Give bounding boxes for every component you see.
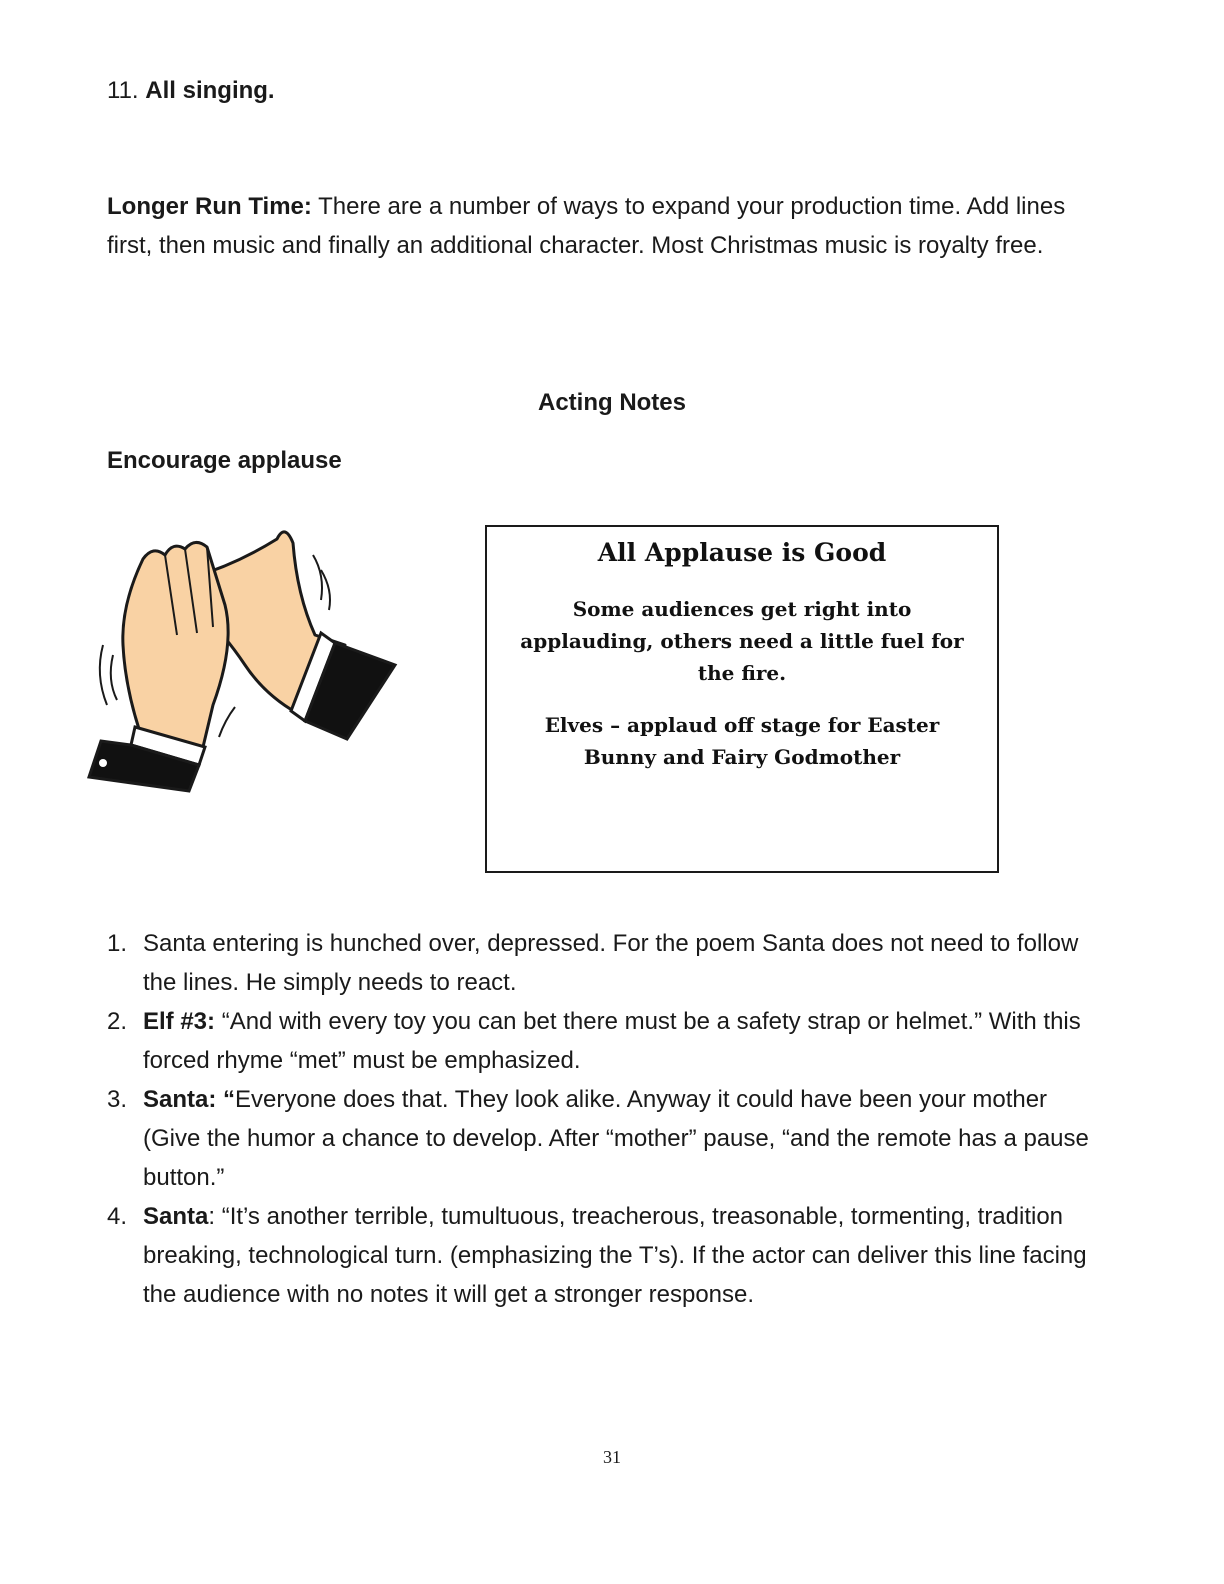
list-item-text: Everyone does that. They look alike. Anyway it could have been your mother (Give the humor a chance to develop. After “mother” pause, “and the remote has a pause button.” xyxy=(143,1086,1089,1191)
callout-title: All Applause is Good xyxy=(597,538,887,567)
list-item-text: “And with every toy you can bet there must be a safety strap or helmet.” With this forced rhyme “met” must be emphasized. xyxy=(143,1008,1081,1074)
cufflink xyxy=(99,759,107,767)
acting-notes-list xyxy=(107,924,1097,1314)
item-11-number: 11. xyxy=(107,77,139,104)
item-11-text: All singing. xyxy=(145,77,275,104)
applause-callout-box xyxy=(485,525,999,873)
list-item xyxy=(107,1002,1097,1080)
list-item-number: 1. xyxy=(107,930,128,957)
list-item xyxy=(107,924,1097,1002)
list-item-speaker: Elf #3: xyxy=(143,1008,216,1035)
longer-run-paragraph xyxy=(107,187,1097,265)
list-item xyxy=(107,1197,1097,1314)
callout-paragraph-2: Elves – applaud off stage for Easter Bunny and Fairy Godmother xyxy=(544,713,940,769)
longer-run-label: Longer Run Time: xyxy=(107,193,312,220)
list-item-speaker: Santa xyxy=(143,1203,209,1230)
page-number: 31 xyxy=(603,1447,621,1467)
list-item-text: Santa entering is hunched over, depressed. For the poem Santa does not need to follow the lines. He simply needs to react. xyxy=(143,930,1079,996)
left-hand xyxy=(89,542,228,791)
callout-paragraph-1: Some audiences get right into applauding, others need a little fuel for the fire. xyxy=(520,597,964,685)
list-item-number: 2. xyxy=(107,1008,128,1035)
item-11 xyxy=(107,71,275,110)
list-item-text: : “It’s another terrible, tumultuous, treacherous, treasonable, tormenting, tradition breaking, technological turn. (emphasizing the T’s). If the actor can deliver this line facing the audience with no notes it will get a stronger response. xyxy=(143,1203,1087,1308)
acting-notes-heading: Acting Notes xyxy=(537,389,686,416)
list-item-number: 3. xyxy=(107,1086,128,1113)
list-item-number: 4. xyxy=(107,1203,128,1230)
encourage-applause-heading: Encourage applause xyxy=(107,447,342,474)
longer-run-text: There are a number of ways to expand your production time. Add lines first, then music and finally an additional character. Most Christmas music is royalty free. xyxy=(107,193,1066,259)
list-item xyxy=(107,1080,1097,1197)
list-item-speaker: Santa: “ xyxy=(143,1086,236,1113)
clapping-hands-illustration xyxy=(85,515,405,795)
